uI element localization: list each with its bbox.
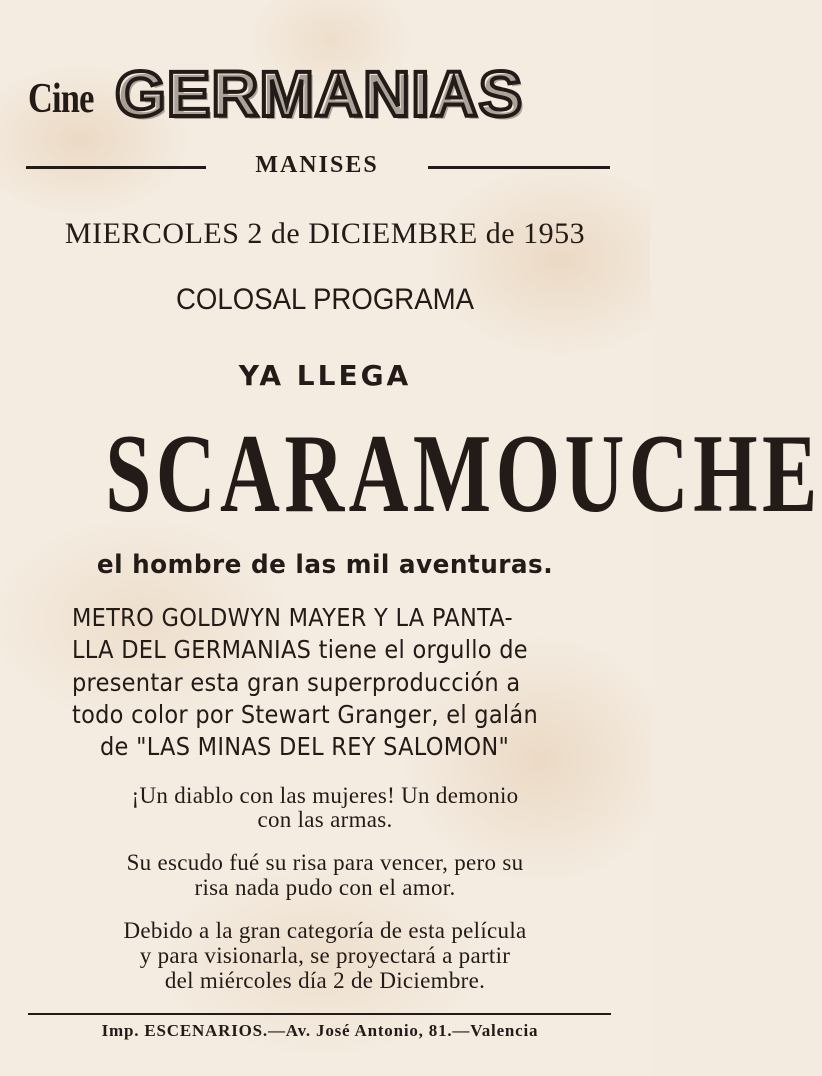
film-tagline: el hombre de las mil aventuras. xyxy=(96,550,554,580)
paragraph-line: risa nada pudo con el amor. xyxy=(194,875,456,900)
paragraph-line: del miércoles día 2 de Diciembre. xyxy=(164,968,486,993)
printer-imprint: Imp. ESCENARIOS.—Av. José Antonio, 81.—Valencia xyxy=(101,1021,539,1040)
footer-rule xyxy=(28,1013,611,1015)
paragraph-line: Su escudo fué su risa para vencer, pero su xyxy=(126,850,524,875)
arriving-label: YA LLEGA xyxy=(238,359,412,392)
header-rule-left xyxy=(26,166,206,169)
film-title: SCARAMOUCHE xyxy=(105,412,822,536)
screening-date: MIERCOLES 2 de DICIEMBRE de 1953 xyxy=(64,217,586,250)
presentation-line: presentar esta gran superproducción a xyxy=(72,668,521,697)
cine-label: Cine xyxy=(28,76,94,122)
presentation-line: METRO GOLDWYN MAYER Y LA PANTA- xyxy=(72,603,513,632)
paragraph-line: Debido a la gran categoría de esta película xyxy=(123,918,527,943)
presentation-line: de "LAS MINAS DEL REY SALOMON" xyxy=(100,732,510,761)
presentation-line: todo color por Stewart Granger, el galán xyxy=(72,700,538,729)
paragraph-line: y para visionarla, se proyectará a partir xyxy=(139,943,511,968)
paragraph-line: con las armas. xyxy=(257,807,393,832)
town-name: MANISES xyxy=(255,152,379,178)
paragraph-line: ¡Un diablo con las mujeres! Un demonio xyxy=(131,783,519,808)
program-label: COLOSAL PROGRAMA xyxy=(175,283,475,316)
theater-name: GERMANIAS xyxy=(115,58,524,130)
presentation-line: LLA DEL GERMANIAS tiene el orgullo de xyxy=(72,635,528,664)
header-rule-right xyxy=(428,166,610,169)
